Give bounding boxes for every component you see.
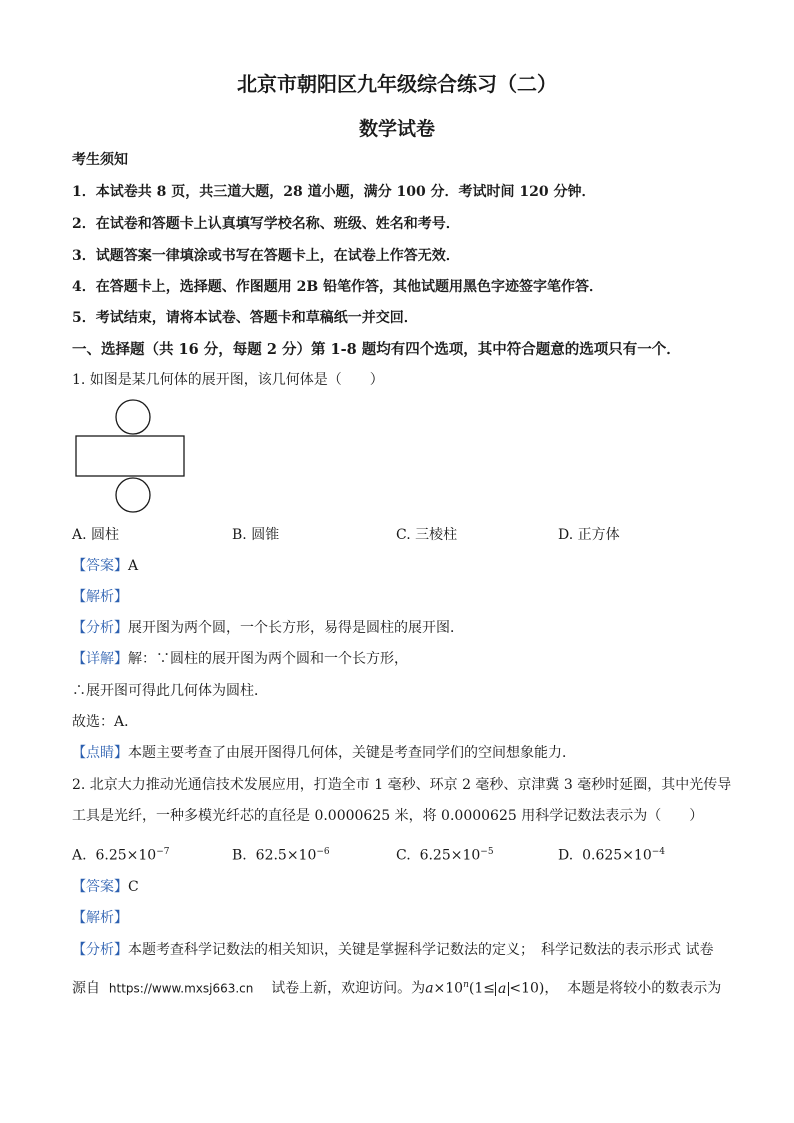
q2-option-b: B. $62.5\times 10^{-6}$	[232, 847, 330, 864]
q2-analysis: 【分析】本题考查科学记数法的相关知识，关键是掌握科学记数法的定义； 科学记数法的表示形式 试卷	[72, 942, 714, 958]
q1-option-b: B. 圆锥	[232, 527, 280, 543]
q1-option-c: C. 三棱柱	[396, 527, 458, 543]
notice-heading: 考生须知	[72, 152, 128, 168]
q1-comment: 【点睛】本题主要考查了由展开图得几何体，关键是考查同学们的空间想象能力．	[72, 745, 576, 761]
question-2-line-1: 2. 北京大力推动光通信技术发展应用，打造全市 1 毫秒、环京 2 毫秒、京津冀 3 毫秒时延圈，其中光传导	[72, 777, 732, 793]
q1-option-a: A. 圆柱	[72, 527, 120, 543]
section-heading: 一、选择题（共 16 分，每题 2 分）第 1-8 题均有四个选项，其中符合题意的选项只有一个．	[72, 341, 681, 358]
q2-option-d: D. $0.625\times 10^{-4}$	[558, 847, 666, 864]
q2-answer: 【答案】C	[72, 879, 139, 895]
question-1: 1. 如图是某几何体的展开图，该几何体是（ ）	[72, 372, 384, 388]
q1-detail: 【详解】解：∵圆柱的展开图为两个圆和一个长方形，	[72, 651, 408, 667]
q1-option-d: D. 正方体	[558, 527, 620, 543]
notice-item-1: 1．本试卷共 8 页，共三道大题，28 道小题，满分 100 分．考试时间 120 分钟．	[72, 184, 596, 200]
cylinder-net-figure	[72, 398, 192, 516]
notice-item-3: 3．试题答案一律填涂或书写在答题卡上，在试卷上作答无效．	[72, 248, 460, 264]
net-rectangle	[76, 436, 184, 476]
notice-item-2: 2．在试卷和答题卡上认真填写学校名称、班级、姓名和考号．	[72, 216, 460, 232]
q2-option-c: C. $6.25\times 10^{-5}$	[396, 847, 494, 864]
q2-option-a: A. $6.25\times 10^{-7}$	[72, 847, 170, 864]
top-circle	[116, 400, 150, 434]
exam-subtitle: 数学试卷	[358, 118, 435, 140]
q1-choice: 故选：A．	[72, 714, 139, 730]
q1-conclusion: ∴展开图可得此几何体为圆柱．	[72, 683, 268, 699]
exam-title: 北京市朝阳区九年级综合练习（二）	[237, 72, 557, 96]
q1-explanation-label: 【解析】	[72, 589, 128, 605]
q1-analysis: 【分析】展开图为两个圆，一个长方形，易得是圆柱的展开图．	[72, 620, 464, 636]
notice-item-5: 5．考试结束，请将本试卷、答题卡和草稿纸一并交回．	[72, 310, 418, 326]
q1-answer: 【答案】A	[72, 558, 139, 574]
source-url[interactable]: https://www.mxsj663.cn	[108, 981, 254, 996]
bottom-circle	[116, 478, 150, 512]
notice-item-4: 4．在答题卡上，选择题、作图题用 2B 铅笔作答，其他试题用黑色字迹签字笔作答．	[72, 279, 604, 295]
q2-analysis-line-2: 源自 https://www.mxsj663.cn 试卷上新，欢迎访问。为$a\times 10^n(1\le a <10)$， 本题是将较小的数表示为	[72, 980, 722, 997]
question-2-line-2: 工具是光纤，一种多模光纤芯的直径是 0.0000625 米，将 0.0000625 用科学记数法表示为（ ）	[72, 808, 704, 824]
q2-explanation-label: 【解析】	[72, 910, 128, 926]
